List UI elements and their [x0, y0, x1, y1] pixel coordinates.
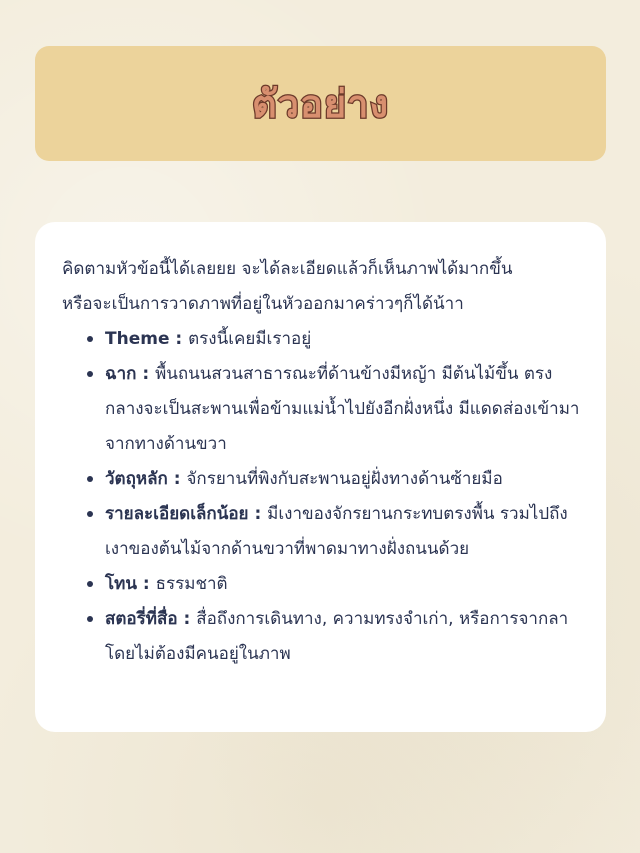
list-item-story: [105, 602, 582, 672]
list-item-scene: [105, 357, 582, 462]
bullet-icon: [87, 616, 93, 622]
bullet-icon: [87, 336, 93, 342]
item-label: Theme :: [105, 329, 189, 349]
bullet-icon: [87, 476, 93, 482]
item-label: สตอรี่ที่สื่อ :: [105, 609, 197, 629]
list-item-theme: [105, 322, 582, 357]
item-label: โทน :: [105, 574, 156, 594]
bullet-icon: [87, 511, 93, 517]
title-banner: [35, 46, 606, 161]
detail-list: [62, 322, 582, 672]
intro-line-1: คิดตามหัวข้อนี้ได้เลยยย จะได้ละเอียดแล้วก็เห็นภาพได้มากขึ้น: [62, 259, 513, 279]
item-text: ตรงนี้เคยมีเราอยู่: [188, 329, 312, 349]
item-text: พื้นถนนสวนสาธารณะที่ด้านข้างมีหญ้า มีต้นไม้ขึ้น ตรงกลางจะเป็นสะพานเพื่อข้ามแม่น้ำไปยังอีกฝั่งหนึ่ง มีแดดส่องเข้ามาจากทางด้านขวา: [105, 364, 580, 454]
content-card: [35, 222, 606, 732]
item-text: ธรรมชาติ: [155, 574, 228, 594]
item-label: รายละเอียดเล็กน้อย :: [105, 504, 268, 524]
item-text: สื่อถึงการเดินทาง, ความทรงจำเก่า, หรือการจากลาโดยไม่ต้องมีคนอยู่ในภาพ: [105, 609, 569, 664]
item-text: จักรยานที่พิงกับสะพานอยู่ฝั่งทางด้านซ้ายมือ: [186, 469, 503, 489]
intro-line-2: หรือจะเป็นการวาดภาพที่อยู่ในหัวออกมาคร่าวๆก็ได้น้าา: [62, 294, 464, 314]
list-item-details: [105, 497, 582, 567]
intro-paragraph: [62, 252, 582, 322]
item-label: ฉาก :: [105, 364, 156, 384]
list-item-tone: [105, 567, 582, 602]
page-title: ตัวอย่าง: [252, 82, 389, 126]
list-item-main-object: [105, 462, 582, 497]
bullet-icon: [87, 581, 93, 587]
item-label: วัตถุหลัก :: [105, 469, 187, 489]
bullet-icon: [87, 371, 93, 377]
item-text: มีเงาของจักรยานกระทบตรงพื้น รวมไปถึงเงาของต้นไม้จากด้านขวาที่พาดมาทางฝั่งถนนด้วย: [105, 504, 568, 559]
